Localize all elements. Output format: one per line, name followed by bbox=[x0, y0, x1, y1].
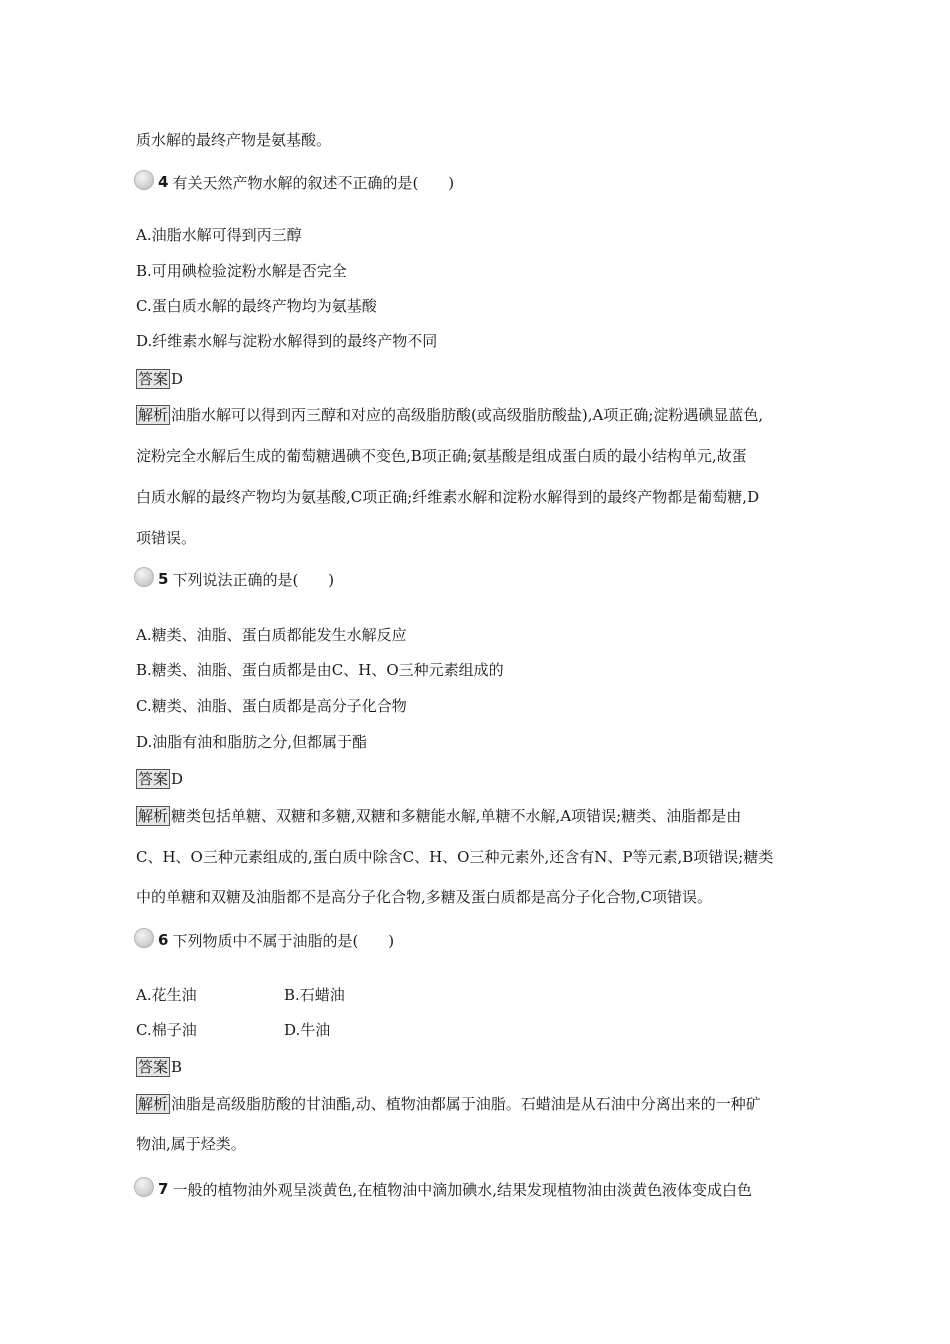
option-d: D.牛油 bbox=[284, 1021, 331, 1039]
answer-line bbox=[136, 369, 183, 389]
answer-line bbox=[136, 769, 183, 789]
option-d: D.油脂有油和脂肪之分,但都属于酯 bbox=[136, 733, 368, 751]
analysis-line bbox=[136, 405, 763, 425]
text-line: 质水解的最终产物是氨基酸。 bbox=[136, 131, 332, 149]
question-4 bbox=[134, 170, 454, 194]
answer-tag: 答案 bbox=[138, 1058, 169, 1076]
option-c: C.棉子油 bbox=[136, 1021, 197, 1039]
analysis-line bbox=[136, 1094, 761, 1114]
question-7 bbox=[134, 1177, 752, 1201]
option-a: A.糖类、油脂、蛋白质都能发生水解反应 bbox=[136, 626, 407, 644]
question-number: 5 bbox=[158, 570, 169, 588]
answer-value: D bbox=[171, 370, 184, 388]
question-5 bbox=[134, 567, 334, 591]
question-stem: 有关天然产物水解的叙述不正确的是( ) bbox=[172, 173, 455, 192]
question-number: 4 bbox=[158, 173, 169, 191]
option-d: D.纤维素水解与淀粉水解得到的最终产物不同 bbox=[136, 332, 438, 350]
analysis-text: C、H、O三种元素组成的,蛋白质中除含C、H、O三种元素外,还含有N、P等元素,B项错误;糖类 bbox=[136, 848, 774, 866]
option-c: C.糖类、油脂、蛋白质都是高分子化合物 bbox=[136, 697, 407, 715]
analysis-text: 项错误。 bbox=[136, 529, 197, 547]
question-stem: 下列说法正确的是( ) bbox=[172, 570, 335, 589]
answer-tag: 答案 bbox=[138, 770, 169, 788]
analysis-text: 油脂水解可以得到丙三醇和对应的高级脂肪酸(或高级脂肪酸盐),A项正确;淀粉遇碘显蓝色, bbox=[171, 406, 764, 424]
analysis-text: 糖类包括单糖、双糖和多糖,双糖和多糖能水解,单糖不水解,A项错误;糖类、油脂都是由 bbox=[171, 807, 742, 825]
question-bullet-icon bbox=[134, 170, 154, 190]
option-b: B.可用碘检验淀粉水解是否完全 bbox=[136, 262, 347, 280]
question-bullet-icon bbox=[134, 1177, 154, 1197]
answer-line bbox=[136, 1057, 182, 1077]
analysis-tag: 解析 bbox=[138, 1095, 169, 1113]
option-b: B.石蜡油 bbox=[284, 986, 345, 1004]
analysis-line bbox=[136, 806, 741, 826]
analysis-text: 油脂是高级脂肪酸的甘油酯,动、植物油都属于油脂。石蜡油是从石油中分离出来的一种矿 bbox=[171, 1095, 761, 1113]
question-number: 7 bbox=[158, 1180, 169, 1198]
question-stem: 一般的植物油外观呈淡黄色,在植物油中滴加碘水,结果发现植物油由淡黄色液体变成白色 bbox=[172, 1180, 752, 1199]
question-bullet-icon bbox=[134, 567, 154, 587]
analysis-text: 物油,属于烃类。 bbox=[136, 1135, 246, 1153]
option-c: C.蛋白质水解的最终产物均为氨基酸 bbox=[136, 297, 377, 315]
analysis-tag: 解析 bbox=[138, 807, 169, 825]
question-stem: 下列物质中不属于油脂的是( ) bbox=[172, 931, 395, 950]
analysis-text: 中的单糖和双糖及油脂都不是高分子化合物,多糖及蛋白质都是高分子化合物,C项错误。 bbox=[136, 888, 713, 906]
analysis-text: 淀粉完全水解后生成的葡萄糖遇碘不变色,B项正确;氨基酸是组成蛋白质的最小结构单元,故蛋 bbox=[136, 447, 747, 465]
answer-value: D bbox=[171, 770, 184, 788]
option-row bbox=[136, 985, 197, 1005]
analysis-tag: 解析 bbox=[138, 406, 169, 424]
answer-value: B bbox=[171, 1058, 183, 1076]
answer-tag: 答案 bbox=[138, 370, 169, 388]
option-row bbox=[136, 1020, 197, 1040]
question-6 bbox=[134, 928, 394, 952]
question-number: 6 bbox=[158, 931, 169, 949]
analysis-text: 白质水解的最终产物均为氨基酸,C项正确;纤维素水解和淀粉水解得到的最终产物都是葡萄糖,D bbox=[136, 488, 760, 506]
option-b: B.糖类、油脂、蛋白质都是由C、H、O三种元素组成的 bbox=[136, 661, 504, 679]
option-a: A.油脂水解可得到丙三醇 bbox=[136, 226, 302, 244]
question-bullet-icon bbox=[134, 928, 154, 948]
option-a: A.花生油 bbox=[136, 986, 197, 1004]
